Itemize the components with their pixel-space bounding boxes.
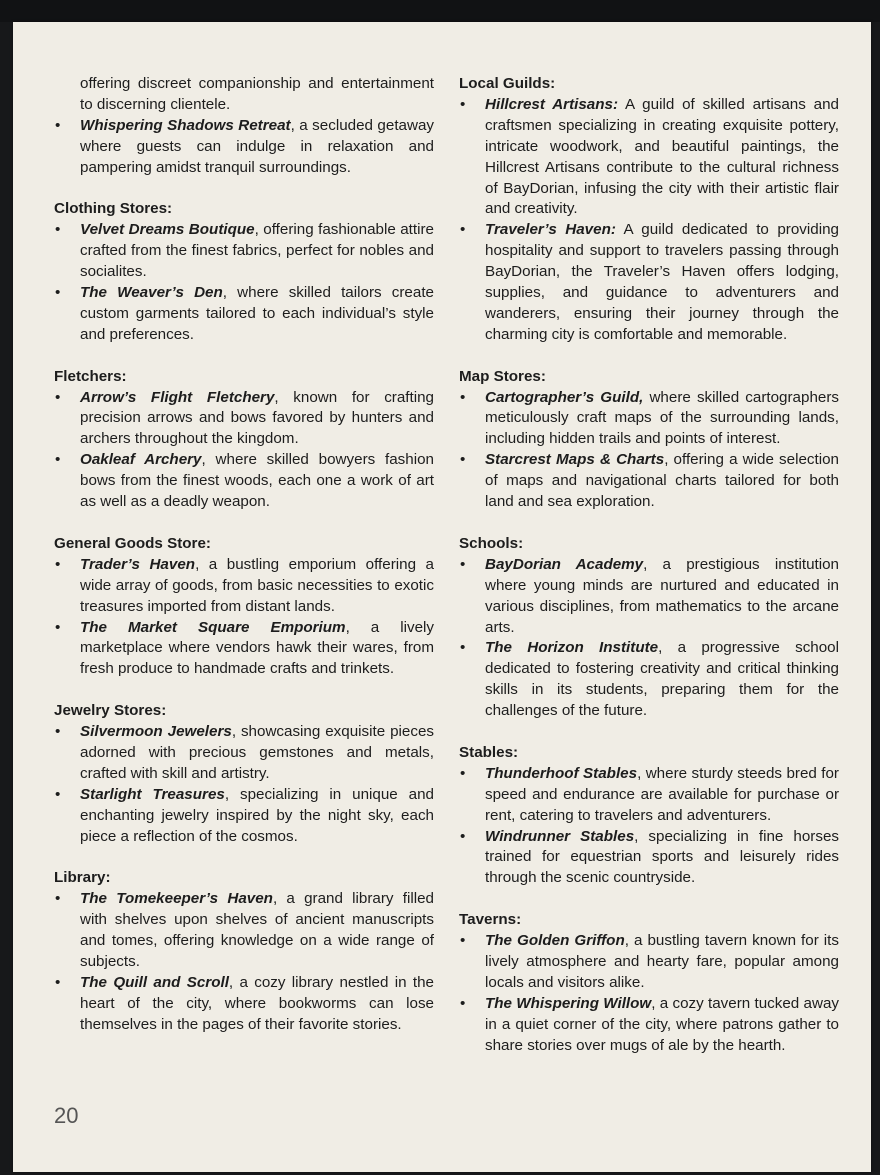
section-heading-library: Library: [54, 869, 111, 887]
entry-list [459, 555, 839, 722]
entry-name: Starcrest Maps & Charts [485, 451, 665, 469]
entry-name: Silvermoon Jewelers [80, 723, 232, 741]
list-item [459, 95, 839, 220]
section-heading-map-stores: Map Stores: [459, 367, 546, 385]
section-heading-general-goods-store: General Goods Store: [54, 534, 211, 552]
entry-name: The Market Square Emporium [80, 618, 346, 636]
viewer-top-bar [0, 0, 880, 22]
entry-name: The Tomekeeper’s Haven [80, 890, 273, 908]
entry-description: , a progressive school dedicated to fostering creativity and critical thinking skills in its students, preparing them for the challenges of the future. [485, 639, 839, 720]
section-gap [54, 346, 434, 367]
section-heading-stables: Stables: [459, 743, 519, 761]
entry-description: , where skilled tailors create custom garments tailored to each individual’s style and preferences. [80, 284, 434, 343]
entry-list [459, 764, 839, 889]
entry-list [459, 931, 839, 1056]
list-item [54, 116, 434, 179]
section-heading-jewelry-stores: Jewelry Stores: [54, 702, 167, 720]
entry-list [54, 388, 434, 513]
entry-description: , a cozy tavern tucked away in a quiet corner of the city, where patrons gather to share stories over mugs of ale by the hearth. [485, 994, 840, 1054]
entry-name: The Golden Griffon [485, 932, 625, 950]
entry-description: , a cozy library nestled in the heart of the city, where bookworms can lose themselves in the pages of their favorite stories. [80, 973, 434, 1033]
entry-name: The Quill and Scroll [80, 973, 229, 991]
list-item [459, 827, 839, 890]
entry-name: The Weaver’s Den [80, 284, 223, 302]
list-item [459, 450, 839, 513]
section-gap [54, 179, 434, 200]
entry-name: Trader’s Haven [80, 555, 196, 573]
section-gap [54, 847, 434, 868]
entry-description: , a grand library filled with shelves upon shelves of ancient manuscripts and tomes, offering knowledge on a wide range of subjects. [80, 890, 434, 970]
entry-description: , showcasing exquisite pieces adorned with precious gemstones and metals, crafted with skill and artistry. [80, 723, 434, 782]
list-item [54, 889, 434, 973]
section-heading-clothing-stores: Clothing Stores: [54, 200, 173, 218]
entry-name: Starlight Treasures [80, 785, 225, 803]
entry-description: , where skilled bowyers fashion bows from the finest woods, each one a work of art as well as a deadly weapon. [80, 451, 434, 511]
section-gap [459, 889, 839, 910]
entry-description: , where sturdy steeds bred for speed and endurance are available for purchase or rent, catering to travelers and adventurers. [485, 764, 839, 824]
section-heading-local-guilds: Local Guilds: [459, 75, 556, 92]
list-item [54, 785, 434, 848]
entry-description: offering discreet companionship and entertainment to discerning clientele. [80, 75, 434, 113]
list-item [459, 764, 839, 827]
list-item [54, 722, 434, 785]
entry-list [54, 555, 434, 680]
list-item [459, 388, 839, 451]
list-item [54, 283, 434, 346]
left-column [54, 74, 434, 1036]
entry-description: , a bustling tavern known for its lively atmosphere and hearty fare, popular among locals and visitors alike. [485, 932, 839, 991]
entry-list [54, 722, 434, 847]
section-gap [54, 513, 434, 534]
entry-name: Cartographer’s Guild, [485, 388, 644, 406]
list-item [54, 220, 434, 283]
entry-name: Whispering Shadows Retreat [80, 116, 291, 134]
entry-description: A guild of skilled artisans and craftsmen specializing in creating exquisite pottery, intricate woodwork, and beautiful paintings, the Hillcrest Artisans contribute to the cultural richness of BayDorian, infusing the city with their artistic flair and creativity. [485, 95, 840, 218]
right-column [459, 74, 839, 1057]
entry-name: Velvet Dreams Boutique [80, 221, 255, 239]
entry-list [459, 388, 839, 513]
entry-list [54, 889, 434, 1035]
entry-list [459, 95, 839, 346]
list-item [54, 555, 434, 618]
entry-description: where skilled cartographers meticulously craft maps of the surrounding lands, including hidden trails and points of interest. [485, 388, 839, 448]
section-heading-taverns: Taverns: [459, 911, 522, 929]
list-item [54, 450, 434, 513]
list-item [459, 555, 839, 639]
entry-description: , a bustling emporium offering a wide array of goods, from basic necessities to exotic treasures imported from distant lands. [80, 555, 434, 615]
entry-name: Windrunner Stables [485, 827, 635, 845]
entry-description: , a secluded getaway where guests can indulge in relaxation and pampering amidst tranquil surroundings. [80, 116, 434, 176]
section-gap [459, 722, 839, 743]
entry-description: , offering a wide selection of maps and navigational charts tailored for both land and sea exploration. [485, 451, 839, 511]
list-item [54, 973, 434, 1036]
entry-description: , specializing in fine horses trained for equestrian sports and leisurely rides through the scenic countryside. [485, 827, 839, 887]
list-item [459, 994, 839, 1057]
entry-name: Traveler’s Haven: [485, 221, 616, 239]
entry-description: A guild dedicated to providing hospitality and support to travelers passing through BayDorian, the Traveler’s Haven offers lodging, supplies, and guidance to adventurers and wanderers, ensuring their journey through the charming city is comfortable and memorable. [485, 221, 839, 343]
section-heading-fletchers: Fletchers: [54, 367, 127, 385]
section-gap [459, 513, 839, 534]
list-item [54, 388, 434, 451]
section-gap [54, 680, 434, 701]
section-gap [459, 346, 839, 367]
list-item [459, 220, 839, 345]
entry-description: , specializing in unique and enchanting jewelry inspired by the night sky, each piece a reflection of the cosmos. [80, 785, 434, 845]
entry-list [54, 74, 434, 179]
section-heading-schools: Schools: [459, 534, 524, 552]
entry-description: , a prestigious institution where young minds are nurtured and educated in various disciplines, from mathematics to the arcane arts. [485, 555, 840, 636]
list-item [54, 74, 434, 116]
entry-name: BayDorian Academy [485, 555, 644, 573]
list-item [459, 931, 839, 994]
entry-name: Thunderhoof Stables [485, 764, 638, 782]
entry-description: , a lively marketplace where vendors hawk their wares, from fresh produce to handmade crafts and trinkets. [80, 618, 434, 678]
entry-name: The Horizon Institute [485, 639, 659, 657]
entry-name: Oakleaf Archery [80, 451, 202, 469]
entry-name: Hillcrest Artisans: [485, 95, 619, 113]
entry-description: , offering fashionable attire crafted from the finest fabrics, perfect for nobles and socialites. [80, 221, 434, 281]
list-item [54, 618, 434, 681]
entry-description: , known for crafting precision arrows and bows favored by hunters and archers throughout the kingdom. [80, 388, 434, 448]
entry-list [54, 220, 434, 345]
page-number: 20 [54, 1103, 79, 1128]
list-item [459, 638, 839, 722]
entry-name: Arrow’s Flight Fletchery [80, 388, 275, 406]
document-page [13, 22, 871, 1172]
entry-name: The Whispering Willow [485, 994, 652, 1012]
